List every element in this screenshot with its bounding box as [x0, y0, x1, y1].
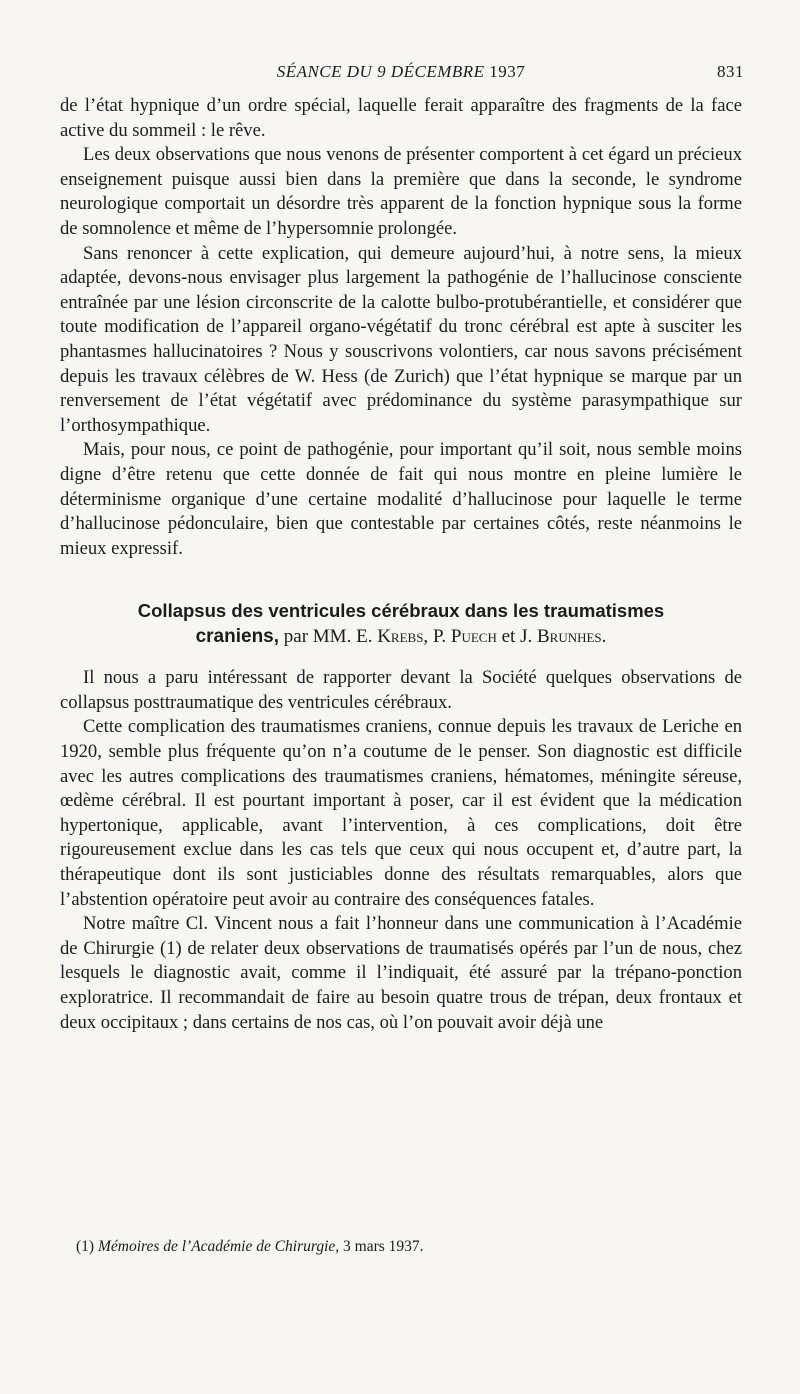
running-title: [60, 62, 742, 82]
paragraph: Mais, pour nous, ce point de pathogénie, pour important qu’il soit, nous semble moins digne d’être retenu que cette donnée de fait qui nous montre en pleine lumière le déterminisme organique d’une certaine modalité d’hallucinose pour laquelle le terme d’hallucinose pédonculaire, bien que contestable par certaines côtés, reste néanmoins le mieux expressif.: [60, 439, 742, 559]
previous-article-conclusion: [60, 94, 742, 561]
paragraph: Les deux observations que nous venons de présenter comportent à cet égard un précieux enseignement puisque aussi bien dans la première que dans la seconde, le syndrome neurologique comportait un désordre très apparent de la fonction hypnique sous la forme de somnolence et même de l’hypersomnie prolongée.: [60, 144, 742, 239]
running-title-text: SÉANCE DU 9 DÉCEMBRE: [276, 62, 485, 81]
paragraph: Sans renoncer à cette explication, qui demeure aujourd’hui, à notre sens, la mieux adaptée, devons-nous envisager plus largement la pathogénie de l’hallucinose consciente entraînée par une lésion circonscrite de la calotte bulbo-protubérantielle, et considérer que toute modification de l’appareil organo-végétatif du tronc cérébral est apte à susciter les phantasmes hallucinatoires ? Nous y souscrivons volontiers, car nous savons précisément depuis les travaux célèbres de W. Hess (de Zurich) que l’état hypnique se marque par un renversement de l’état végétatif avec prédominance du système parasympathique sur l’orthosympathique.: [60, 242, 742, 436]
article-title-line1: Collapsus des ventricules cérébraux dans les traumatismes: [137, 600, 665, 622]
author-krebs: E. Krebs,: [356, 626, 429, 648]
running-head: [60, 60, 742, 86]
page-number: 831: [717, 62, 744, 81]
paragraph: de l’état hypnique d’un ordre spécial, laquelle ferait apparaître des fragments de la face active du sommeil : le rêve.: [60, 95, 742, 141]
journal-page: [60, 60, 742, 1360]
author-puech: P. Puech: [432, 626, 497, 648]
article-body: [60, 666, 742, 1035]
paragraph: Cette complication des traumatismes craniens, connue depuis les travaux de Leriche en 1920, semble plus fréquente qu’on n’a coutume de le penser. Son diagnostic est difficile avec les autres complications des traumatismes craniens, hématomes, méningite séreuse, œdème cérébral. Il est pourtant important à poser, car il est évident que la médication hypertonique, applicable, avant l’intervention, à ces complications, doit être rigoureusement exclue dans les cas tels que ceux qui nous occupent et, d’autre part, la thérapeutique dont ils sont justiciables donne des résultats remarquables, alors que l’abstention opératoire peut avoir au contraire des conséquences fatales.: [60, 716, 742, 910]
article-heading-line2: [60, 624, 742, 649]
footnote-date: 3 mars 1937.: [343, 1238, 424, 1255]
footnote-source: Mémoires de l’Académie de Chirurgie,: [97, 1238, 340, 1255]
article-title-line2: craniens,: [195, 626, 280, 648]
article-and: et: [501, 626, 516, 648]
article-heading: [60, 598, 742, 649]
author-brunhes: J. Brunhes.: [520, 626, 607, 648]
article-by: par MM.: [283, 626, 352, 648]
paragraph: Notre maître Cl. Vincent nous a fait l’honneur dans une communication à l’Académie de Chirurgie (1) de relater deux observations de traumatisés opérés par l’un de nous, chez lesquels le diagnostic avait, comme il l’indiquait, été assuré par la trépano-ponction exploratrice. Il recommandait de faire au besoin quatre trous de trépan, deux frontaux et deux occipitaux ; dans certains de nos cas, où l’on pouvait avoir déjà une: [60, 913, 742, 1033]
footnote-marker: (1): [76, 1238, 95, 1255]
footnote: [76, 1237, 424, 1257]
running-title-year: 1937: [489, 62, 526, 81]
paragraph: Il nous a paru intéressant de rapporter devant la Société quelques observations de collapsus posttraumatique des ventricules cérébraux.: [60, 667, 742, 713]
